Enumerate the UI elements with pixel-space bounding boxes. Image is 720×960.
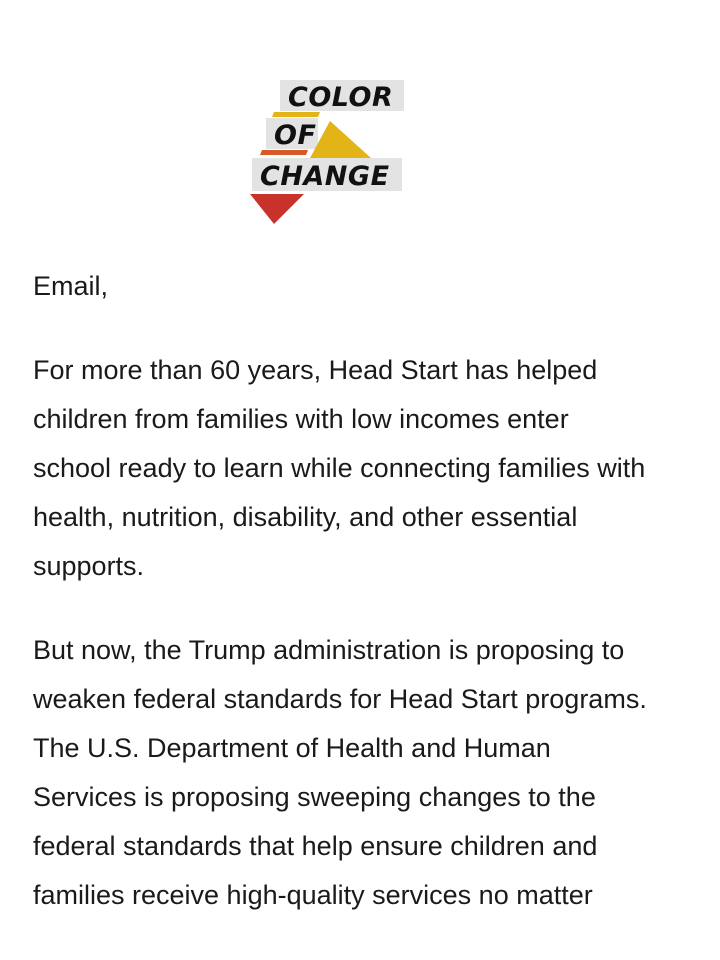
email-greeting: Email, (33, 271, 109, 301)
color-of-change-logo (248, 78, 408, 228)
logo-yellow-triangle (310, 121, 371, 158)
logo-word-color: COLOR (288, 82, 394, 113)
email-paragraph-1: For more than 60 years, Head Start has helped children from families with low incomes enter school ready to learn while connecting families with health, nutrition, disability, and other essential supports. (33, 355, 646, 581)
email-paragraph-2: But now, the Trump administration is proposing to weaken federal standards for Head Start programs. The U.S. Department of Health and Human Services is proposing sweeping changes to the federal standards that help ensure children and families receive high-quality services no matter (33, 635, 647, 910)
logo-word-change: CHANGE (260, 161, 390, 192)
email-body (33, 262, 653, 955)
logo-word-of: OF (274, 120, 317, 151)
logo-graphic (248, 78, 408, 228)
logo-red-triangle (250, 194, 304, 224)
